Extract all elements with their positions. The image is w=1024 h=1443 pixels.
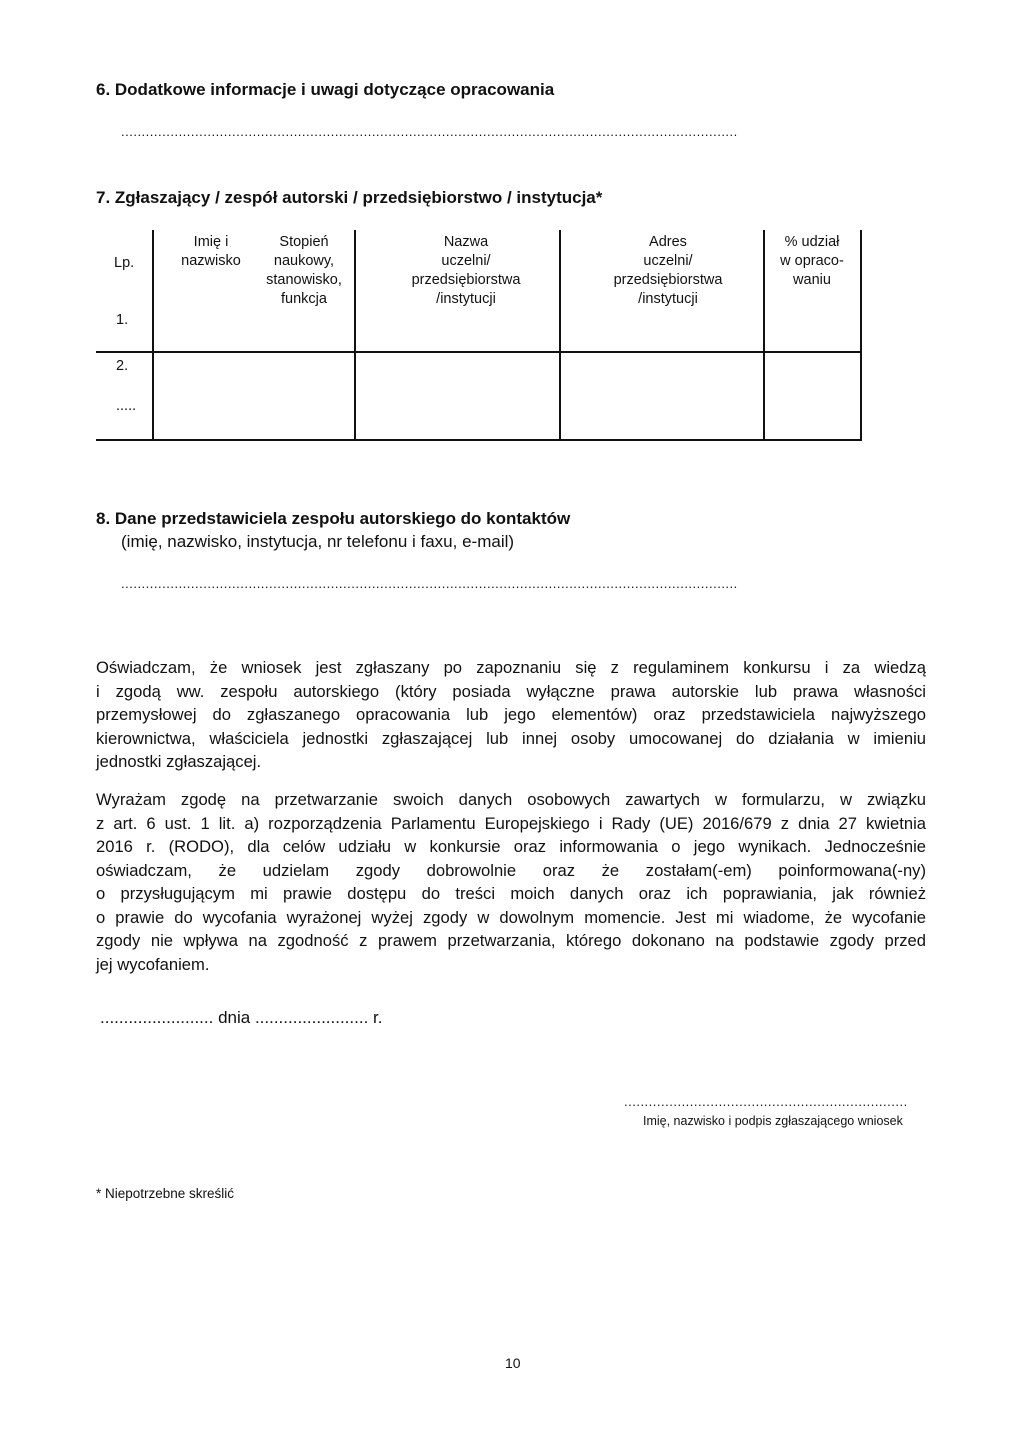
header-institution-name-line: /instytucji — [436, 291, 496, 307]
row-number: ..... — [116, 398, 137, 414]
paragraph-line: o prawie do wycofania wyrażonej wyżej zgody w dowolnym momencie. Jest mi wiadome, że wycofanie — [96, 907, 926, 927]
header-degree — [248, 233, 360, 309]
header-institution-address — [588, 233, 748, 309]
section-8-heading: 8. Dane przedstawiciela zespołu autorskiego do kontaktów — [96, 509, 571, 528]
paragraph-line: Oświadczam, że wniosek jest zgłaszany po zapoznaniu się z regulaminem konkursu i za wiedzą — [96, 658, 926, 677]
header-share-line: waniu — [793, 272, 831, 288]
paragraph-line: zgody nie wpływa na zgodność z prawem przetwarzania, którego dokonano na podstawie zgody przed — [96, 931, 926, 950]
consent-paragraph — [96, 788, 926, 976]
header-institution-address-line: uczelni/ — [643, 253, 693, 269]
table-right-border — [860, 230, 862, 441]
header-name-line: Imię i — [193, 234, 229, 250]
header-institution-address-line: Adres — [649, 234, 687, 250]
section-6-dotted-line: ...................................................................................................................................................... — [121, 124, 738, 139]
paragraph-line: jednostki zgłaszającej. — [96, 752, 262, 771]
table-col-divider — [152, 230, 154, 441]
row-number: 1. — [116, 312, 129, 328]
section-8-dotted-line: ...................................................................................................................................................... — [121, 576, 738, 591]
header-institution-address-line: przedsiębiorstwa — [613, 272, 723, 288]
signature-dotted-line: ..................................................................... — [624, 1094, 908, 1109]
paragraph-line: kierownictwa, właściciela jednostki zgłaszającej lub innej osoby umocowanej do działania w imieniu — [96, 728, 926, 748]
header-share-line: % udział — [784, 234, 840, 250]
header-institution-name-line: przedsiębiorstwa — [411, 272, 521, 288]
paragraph-line: z art. 6 ust. 1 lit. a) rozporządzenia Parlamentu Europejskiego i Rady (UE) 2016/679 z dnia 27 kwietnia — [96, 813, 926, 833]
header-institution-name — [386, 233, 546, 309]
date-line: ........................ dnia ........................ r. — [100, 1008, 383, 1027]
section-8-subheading: (imię, nazwisko, instytucja, nr telefonu i faxu, e-mail) — [121, 532, 515, 551]
header-institution-name-line: uczelni/ — [441, 253, 491, 269]
page-number: 10 — [505, 1355, 521, 1371]
header-degree-line: funkcja — [281, 291, 327, 307]
paragraph-line: oświadczam, że udzielam zgody dobrowolnie oraz że zostałam(-em) poinformowana(-ny) — [96, 860, 926, 880]
paragraph-line: 2016 r. (RODO), dla celów udziału w konkursie oraz informowania o jego wynikach. Jednocześnie — [96, 837, 926, 856]
paragraph-line: jej wycofaniem. — [96, 954, 210, 974]
header-name-line: nazwisko — [181, 253, 241, 269]
section-6-heading: 6. Dodatkowe informacje i uwagi dotyczące opracowania — [96, 80, 555, 99]
paragraph-line: i zgodą ww. zespołu autorskiego (który posiada wyłączne prawa autorskie lub prawa własności — [96, 681, 926, 701]
section-7-heading: 7. Zgłaszający / zespół autorski / przedsiębiorstwo / instytucja* — [96, 188, 603, 207]
paragraph-line: o przysługującym mi prawie dostępu do treści moich danych oraz ich poprawiania, jak również — [96, 884, 926, 903]
header-institution-address-line: /instytucji — [638, 291, 698, 307]
header-institution-name-line: Nazwa — [443, 234, 489, 250]
header-degree-line: Stopień — [279, 234, 329, 250]
authors-table — [96, 230, 862, 441]
table-bottom-border — [96, 439, 861, 441]
header-lp: Lp. — [114, 255, 135, 271]
table-row-divider — [96, 351, 861, 353]
header-degree-line: stanowisko, — [266, 272, 342, 288]
row-number: 2. — [116, 358, 129, 374]
table-col-divider — [559, 230, 561, 441]
paragraph-line: Wyrażam zgodę na przetwarzanie swoich danych osobowych zawartych w formularzu, w związku — [96, 790, 926, 809]
paragraph-line: przemysłowej do zgłaszanego opracowania lub jego elementów) oraz przedstawiciela najwyższego — [96, 705, 926, 724]
header-share — [764, 233, 860, 290]
header-degree-line: naukowy, — [273, 253, 335, 269]
signature-caption: Imię, nazwisko i podpis zgłaszającego wniosek — [643, 1114, 903, 1128]
declaration-paragraph — [96, 656, 926, 774]
footnote: * Niepotrzebne skreślić — [96, 1186, 235, 1201]
header-share-line: w opraco- — [780, 253, 844, 269]
